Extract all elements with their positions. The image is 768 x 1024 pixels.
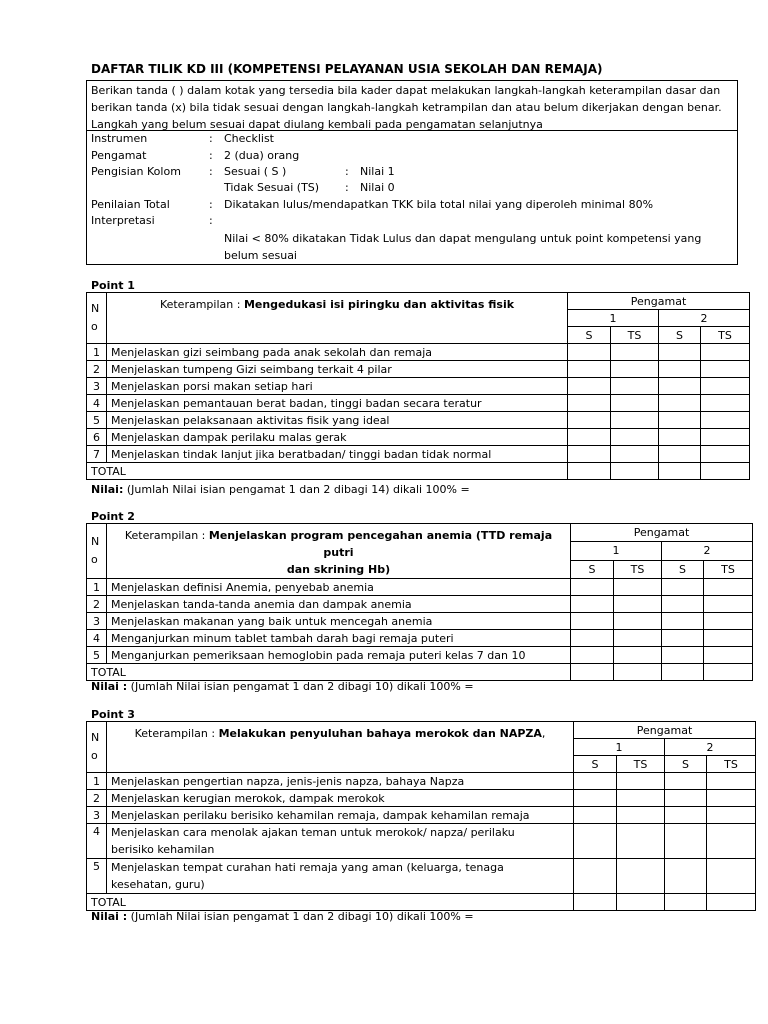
row-text-line: Menjelaskan tempat curahan hati remaja yang aman (keluarga, tenaga [111,861,504,874]
total-label: TOTAL [87,894,574,911]
row-text: Menjelaskan tanda-tanda anemia dan dampak anemia [107,596,571,613]
ts-header: TS [701,327,750,344]
table-row [87,824,756,859]
row-text [107,824,574,859]
check-cell[interactable] [659,463,701,480]
check-cell[interactable] [662,613,704,630]
check-cell[interactable] [701,395,750,412]
row-text-line: Menjelaskan cara menolak ajakan teman untuk merokok/ napza/ perilaku [111,826,515,839]
pengamat-header: Pengamat [571,524,753,542]
table-row [87,859,756,894]
check-cell[interactable] [707,807,756,824]
observer-2-header: 2 [659,310,750,327]
no-header [87,722,107,773]
skill-prefix: Keterampilan : [124,529,209,542]
check-cell[interactable] [571,579,614,596]
check-cell[interactable] [704,596,753,613]
check-cell[interactable] [574,807,617,824]
row-text: Menjelaskan perilaku berisiko kehamilan remaja, dampak kehamilan remaja [107,807,574,824]
check-cell[interactable] [665,894,707,911]
check-cell[interactable] [571,630,614,647]
colon: : [209,165,213,178]
check-cell[interactable] [704,613,753,630]
table-row [87,596,753,613]
table-row [87,412,750,429]
table-row [87,378,750,395]
check-cell[interactable] [662,647,704,664]
check-cell[interactable] [665,824,707,859]
skill-prefix: Keterampilan : [134,727,219,740]
intro-text [87,81,737,131]
check-cell[interactable] [568,463,611,480]
row-number: 3 [87,378,107,395]
check-cell[interactable] [662,630,704,647]
row-text: Menjelaskan definisi Anemia, penyebab anemia [107,579,571,596]
check-cell[interactable] [701,429,750,446]
skill-title: Melakukan penyuluhan bahaya merokok dan NAPZA [218,727,542,740]
skill-title: Mengedukasi isi piringku dan aktivitas fisik [243,298,515,311]
check-cell[interactable] [574,894,617,911]
row-number: 3 [87,613,107,630]
check-cell[interactable] [568,429,611,446]
skill-suffix: , [541,727,546,740]
check-cell[interactable] [568,412,611,429]
no-header-o: o [91,749,98,762]
tidak-sesuai-value: Nilai 0 [360,181,395,194]
check-cell[interactable] [568,344,611,361]
check-cell[interactable] [568,361,611,378]
interpretasi-line: belum sesuai [224,249,297,262]
check-cell[interactable] [617,790,665,807]
row-number: 1 [87,579,107,596]
row-number: 1 [87,344,107,361]
instrumen-label: Instrumen [91,132,148,145]
interpretasi-label: Interpretasi [91,214,155,227]
total-row [87,894,756,911]
row-text: Menjelaskan kerugian merokok, dampak merokok [107,790,574,807]
check-cell[interactable] [617,807,665,824]
check-cell[interactable] [611,446,659,463]
check-cell[interactable] [707,824,756,859]
check-cell[interactable] [614,647,662,664]
no-header [87,524,107,579]
check-cell[interactable] [571,647,614,664]
ts-header: TS [707,756,756,773]
ts-header: TS [704,560,753,578]
check-cell[interactable] [707,859,756,894]
row-text: Menjelaskan makanan yang baik untuk mencegah anemia [107,613,571,630]
check-cell[interactable] [611,361,659,378]
table-row [87,630,753,647]
tidak-sesuai-label: Tidak Sesuai (TS) [224,181,320,194]
skill-title-line2: dan skrining Hb) [286,563,391,576]
check-cell[interactable] [701,378,750,395]
s-header: S [571,560,614,578]
check-cell[interactable] [568,395,611,412]
row-number: 4 [87,395,107,412]
skill-prefix: Keterampilan : [159,298,244,311]
point-3-table [86,721,756,911]
colon: : [209,132,213,145]
table-row [87,613,753,630]
sesuai-value: Nilai 1 [360,165,395,178]
check-cell[interactable] [701,344,750,361]
row-number: 4 [87,630,107,647]
table-row [87,773,756,790]
check-cell[interactable] [611,378,659,395]
colon: : [345,181,349,194]
skill-header [107,524,571,579]
row-number: 5 [87,647,107,664]
intro-line: Berikan tanda ( ) dalam kotak yang tersedia bila kader dapat melakukan langkah-langkah keterampilan dasar dan [91,84,721,97]
nilai-label: Nilai: [91,483,124,496]
row-number: 1 [87,773,107,790]
check-cell[interactable] [704,647,753,664]
skill-header [107,722,574,773]
check-cell[interactable] [614,613,662,630]
table-row [87,446,750,463]
check-cell[interactable] [614,579,662,596]
row-text: Menjelaskan porsi makan setiap hari [107,378,568,395]
row-number: 5 [87,859,107,894]
row-text-line: kesehatan, guru) [111,878,205,891]
check-cell[interactable] [611,412,659,429]
pengamat-value: 2 (dua) orang [224,149,300,162]
table-row [87,807,756,824]
row-number: 4 [87,824,107,859]
check-cell[interactable] [707,894,756,911]
check-cell[interactable] [568,446,611,463]
table-row [87,395,750,412]
interpretasi-line: Nilai < 80% dikatakan Tidak Lulus dan dapat mengulang untuk point kompetensi yang [224,232,702,245]
check-cell[interactable] [659,378,701,395]
s-header: S [665,756,707,773]
row-text: Menjelaskan tindak lanjut jika beratbadan/ tinggi badan tidak normal [107,446,568,463]
total-row [87,463,750,480]
check-cell[interactable] [574,790,617,807]
no-header-n: N [91,535,100,548]
pengamat-label: Pengamat [91,149,147,162]
check-cell[interactable] [707,790,756,807]
check-cell[interactable] [665,807,707,824]
check-cell[interactable] [614,664,662,681]
page-title: DAFTAR TILIK KD III (KOMPETENSI PELAYANAN USIA SEKOLAH DAN REMAJA) [91,62,603,76]
ts-header: TS [611,327,659,344]
check-cell[interactable] [707,773,756,790]
sesuai-label: Sesuai ( S ) [224,165,287,178]
no-header-n: N [91,302,100,315]
check-cell[interactable] [571,613,614,630]
pengamat-header: Pengamat [574,722,756,739]
check-cell[interactable] [611,344,659,361]
intro-line: berikan tanda (x) bila tidak sesuai dengan langkah-langkah ketrampilan dan atau belum dikerjakan dengan benar. [91,101,722,114]
check-cell[interactable] [611,395,659,412]
ts-header: TS [614,560,662,578]
check-cell[interactable] [704,664,753,681]
check-cell[interactable] [701,463,750,480]
no-header-o: o [91,553,98,566]
nilai-formula: (Jumlah Nilai isian pengamat 1 dan 2 dibagi 10) dikali 100% = [127,910,474,923]
no-header-o: o [91,320,98,333]
point-3-nilai [91,910,474,923]
check-cell[interactable] [665,859,707,894]
row-text: Menjelaskan pengertian napza, jenis-jenis napza, bahaya Napza [107,773,574,790]
colon: : [209,149,213,162]
check-cell[interactable] [617,773,665,790]
total-row [87,664,753,681]
point-2-nilai [91,680,474,693]
check-cell[interactable] [662,664,704,681]
nilai-formula: (Jumlah Nilai isian pengamat 1 dan 2 dibagi 10) dikali 100% = [127,680,474,693]
check-cell[interactable] [611,463,659,480]
point-3-label: Point 3 [91,708,135,721]
skill-title: Menjelaskan program pencegahan anemia (TTD remaja putri [208,529,553,559]
observer-1-header: 1 [568,310,659,327]
check-cell[interactable] [704,579,753,596]
no-header-n: N [91,731,100,744]
row-text: Menjelaskan tumpeng Gizi seimbang terkait 4 pilar [107,361,568,378]
s-header: S [662,560,704,578]
table-row [87,790,756,807]
no-header [87,293,107,344]
colon: : [209,214,213,227]
nilai-label: Nilai : [91,680,128,693]
instrumen-value: Checklist [224,132,274,145]
row-text-line: berisiko kehamilan [111,843,215,856]
check-cell[interactable] [665,773,707,790]
check-cell[interactable] [574,824,617,859]
check-cell[interactable] [617,824,665,859]
check-cell[interactable] [571,596,614,613]
check-cell[interactable] [662,579,704,596]
point-1-table [86,292,750,480]
s-header: S [568,327,611,344]
row-text [107,859,574,894]
check-cell[interactable] [659,344,701,361]
check-cell[interactable] [659,395,701,412]
skill-header [107,293,568,344]
s-header: S [574,756,617,773]
pengamat-header: Pengamat [568,293,750,310]
check-cell[interactable] [659,412,701,429]
row-text: Menjelaskan gizi seimbang pada anak sekolah dan remaja [107,344,568,361]
check-cell[interactable] [659,361,701,378]
check-cell[interactable] [617,859,665,894]
table-row [87,647,753,664]
row-text: Menjelaskan dampak perilaku malas gerak [107,429,568,446]
check-cell[interactable] [665,790,707,807]
row-text: Menganjurkan minum tablet tambah darah bagi remaja puteri [107,630,571,647]
check-cell[interactable] [568,378,611,395]
point-2-label: Point 2 [91,510,135,523]
row-number: 2 [87,361,107,378]
row-number: 2 [87,790,107,807]
row-number: 7 [87,446,107,463]
table-row [87,344,750,361]
point-1-nilai [91,483,470,496]
colon: : [345,165,349,178]
row-number: 2 [87,596,107,613]
row-text: Menjelaskan pelaksanaan aktivitas fisik yang ideal [107,412,568,429]
table-row [87,361,750,378]
table-row [87,579,753,596]
check-cell[interactable] [701,361,750,378]
point-2-table [86,523,753,681]
total-label: TOTAL [87,463,568,480]
check-cell[interactable] [701,446,750,463]
point-1-label: Point 1 [91,279,135,292]
table-row [87,429,750,446]
check-cell[interactable] [614,596,662,613]
ts-header: TS [617,756,665,773]
check-cell[interactable] [704,630,753,647]
check-cell[interactable] [662,596,704,613]
nilai-label: Nilai : [91,910,128,923]
check-cell[interactable] [574,859,617,894]
row-number: 6 [87,429,107,446]
check-cell[interactable] [611,429,659,446]
penilaian-label: Penilaian Total [91,198,170,211]
check-cell[interactable] [617,894,665,911]
check-cell[interactable] [701,412,750,429]
s-header: S [659,327,701,344]
observer-2-header: 2 [662,542,753,560]
intro-line: Langkah yang belum sesuai dapat diulang kembali pada pengamatan selanjutnya [91,118,543,131]
penilaian-value: Dikatakan lulus/mendapatkan TKK bila total nilai yang diperoleh minimal 80% [224,198,654,211]
row-number: 3 [87,807,107,824]
check-cell[interactable] [659,429,701,446]
observer-2-header: 2 [665,739,756,756]
colon: : [209,198,213,211]
check-cell[interactable] [571,664,614,681]
observer-1-header: 1 [571,542,662,560]
observer-1-header: 1 [574,739,665,756]
total-label: TOTAL [87,664,571,681]
row-number: 5 [87,412,107,429]
check-cell[interactable] [614,630,662,647]
row-text: Menganjurkan pemeriksaan hemoglobin pada remaja puteri kelas 7 dan 10 [107,647,571,664]
check-cell[interactable] [574,773,617,790]
row-text: Menjelaskan pemantauan berat badan, tinggi badan secara teratur [107,395,568,412]
pengisian-label: Pengisian Kolom [91,165,181,178]
check-cell[interactable] [659,446,701,463]
nilai-formula: (Jumlah Nilai isian pengamat 1 dan 2 dibagi 14) dikali 100% = [123,483,470,496]
